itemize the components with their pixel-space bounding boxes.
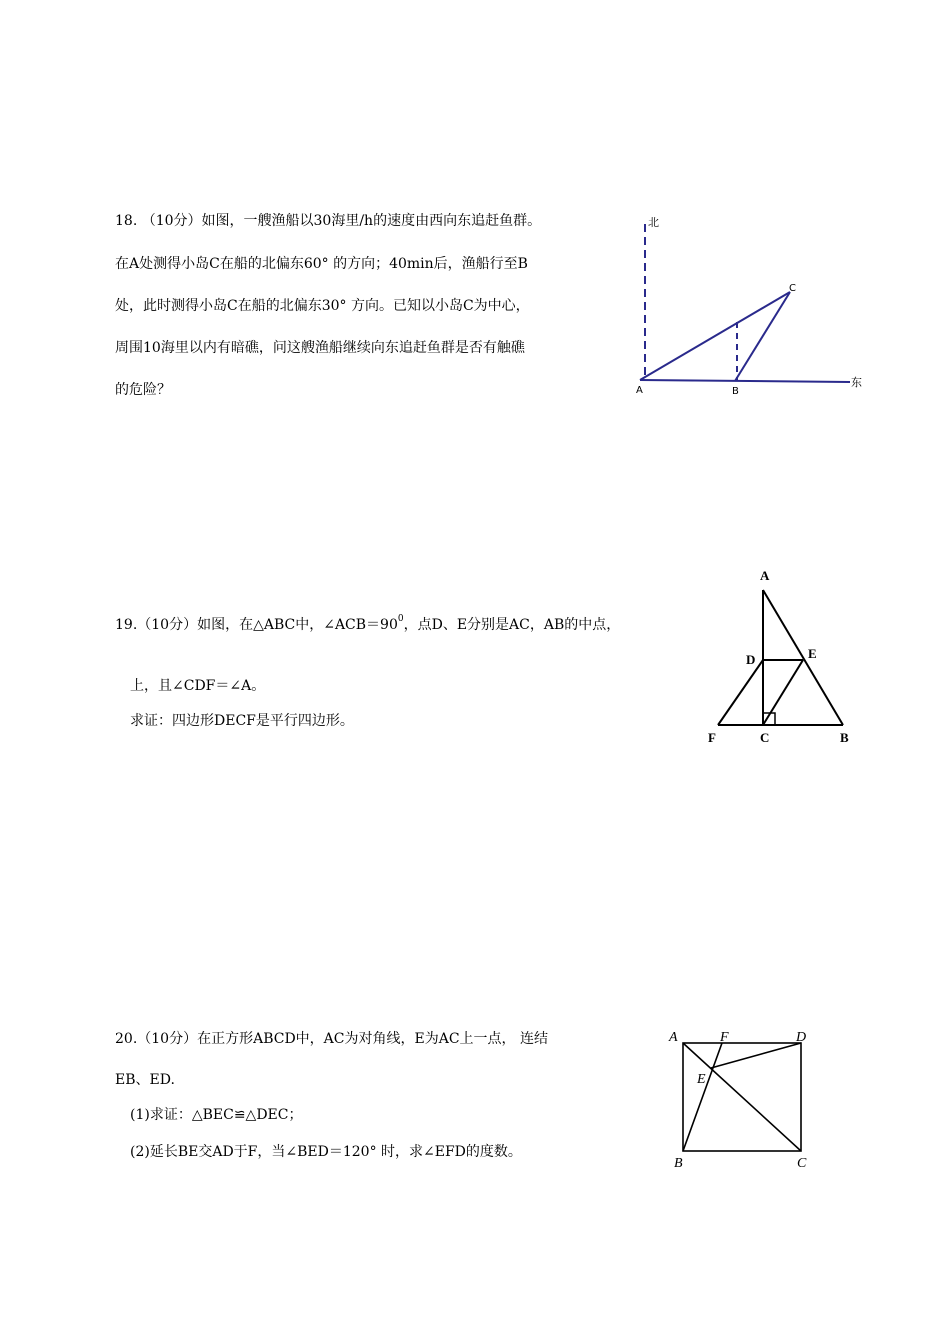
q18-line-2: 在A处测得小岛C在船的北偏东60° 的方向；40min后，渔船行至B [115,256,528,272]
label-b: B [840,730,849,745]
label-a: A [669,1030,678,1045]
q19-line-1b: ，点D、E分别是AC，AB的中点， [403,617,621,633]
q20-line-4: (2)延长BE交AD于F，当∠BED＝120° 时，求∠EFD的度数。 [130,1144,522,1160]
q18-line-1: 18. （10分）如图，一艘渔船以30海里/h的速度由西向东追赶鱼群。 [115,213,542,229]
label-east: 东 [851,376,862,389]
q20-line-2: EB、ED. [115,1072,175,1088]
q19-degree-sup: 0 [397,614,404,624]
label-a: A [636,385,643,396]
label-d: D [746,652,756,667]
q20-line-1: 20.（10分）在正方形ABCD中，AC为对角线，E为AC上一点， 连结 [115,1031,548,1047]
label-c: C [760,730,770,745]
segment-ed [711,1043,801,1068]
q19-line-2: 上，且∠CDF＝∠A。 [130,678,266,694]
q18-line-3: 处，此时测得小岛C在船的北偏东30° 方向。已知以小岛C为中心， [115,298,530,314]
label-d: D [796,1030,807,1045]
label-north: 北 [648,216,659,229]
label-f: F [708,730,716,745]
segment-bf [683,1043,722,1151]
label-c: C [789,283,796,294]
q19-line-3: 求证：四边形DECF是平行四边形。 [130,713,354,729]
label-e: E [808,646,817,661]
label-a: A [760,568,770,583]
q18-line-4: 周围10海里以内有暗礁，问这艘渔船继续向东追赶鱼群是否有触礁 [115,340,525,356]
q20-line-3: (1)求证：△BEC≌△DEC； [130,1107,303,1123]
q18-line-5: 的危险？ [115,382,171,398]
label-e: E [697,1072,706,1087]
q19-line-1a: 19.（10分）如图，在△ABC中，∠ACB＝90 [115,617,398,633]
label-b: B [732,386,739,397]
label-c: C [797,1156,807,1171]
label-b: B [674,1156,683,1171]
label-f: F [720,1030,729,1045]
